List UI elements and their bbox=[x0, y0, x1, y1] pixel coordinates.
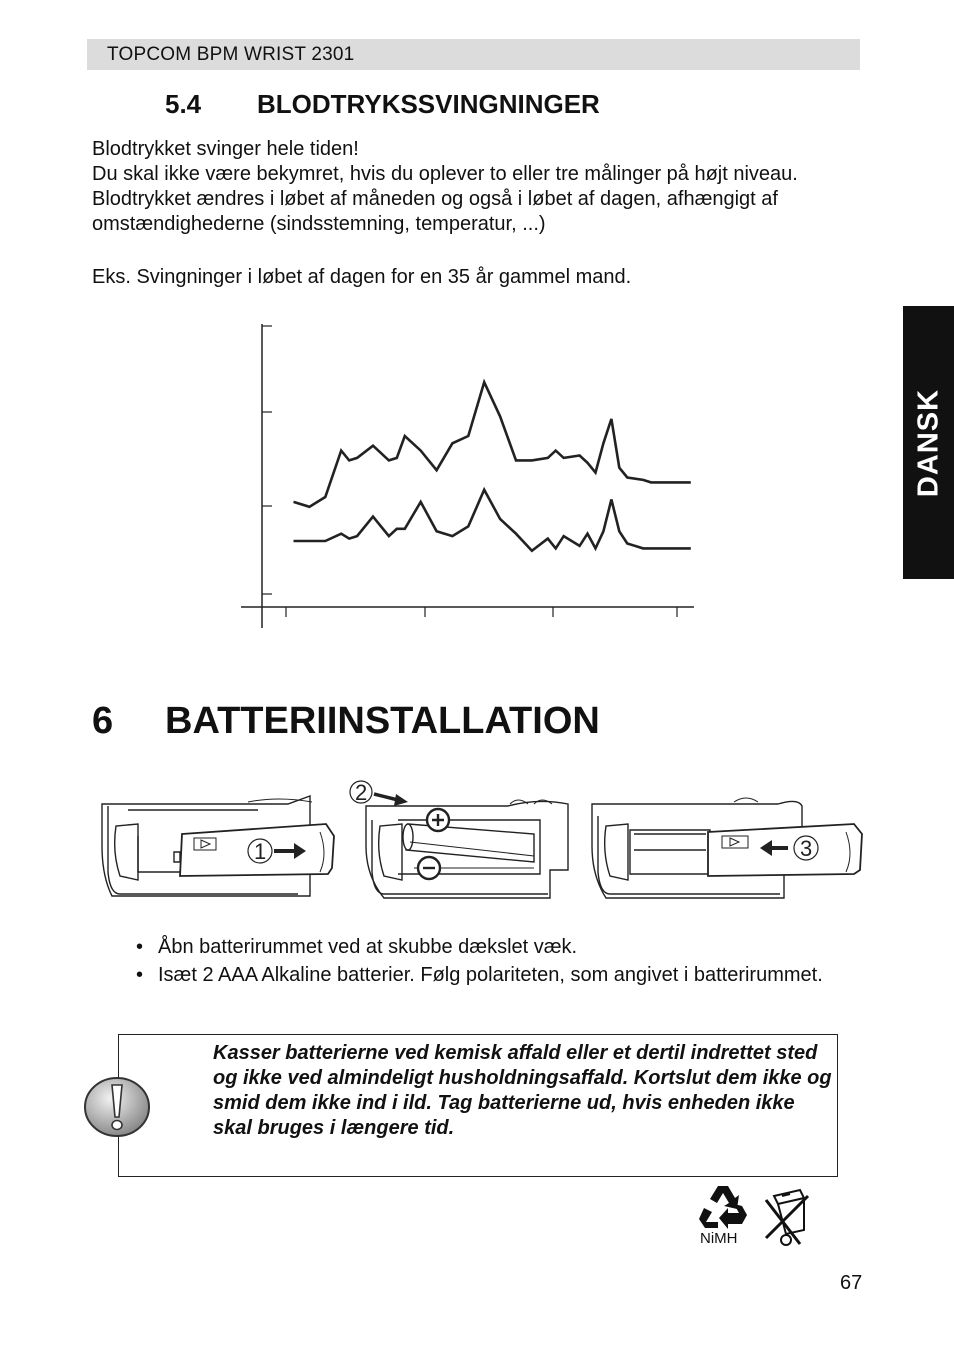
header-bar bbox=[87, 39, 860, 70]
fluctuation-chart bbox=[236, 318, 706, 635]
intro-line-1: Blodtrykket svinger hele tiden! bbox=[92, 138, 359, 160]
figure-close-cover bbox=[592, 798, 862, 898]
warning-box bbox=[118, 1034, 838, 1177]
recycle-icon bbox=[698, 1184, 748, 1235]
warning-text: Kasser batterierne ved kemisk affald eller et dertil indrettet sted og ikke ved almindeligt husholdningsaffald. Kortslut dem ikke og smid dem ikke ind i ild. Tag batterierne ud, hvis enheden ikke skal bruges i længere tid. bbox=[213, 1042, 832, 1139]
section-heading bbox=[165, 89, 600, 120]
instruction-list bbox=[136, 934, 836, 990]
series-line-1 bbox=[294, 382, 691, 507]
chapter-title: BATTERIINSTALLATION bbox=[165, 700, 600, 742]
list-item: • Åbn batterirummet ved at skubbe dækslet væk. bbox=[136, 936, 578, 958]
crossed-bin-icon bbox=[760, 1186, 812, 1255]
battery-figures bbox=[98, 776, 868, 907]
chapter-number: 6 bbox=[92, 700, 114, 742]
step-2-number: 2 bbox=[355, 780, 368, 805]
language-tab-label: DANSK bbox=[912, 388, 944, 497]
language-tab bbox=[903, 306, 954, 579]
section-title: BLODTRYKSSVINGNINGER bbox=[257, 89, 600, 119]
intro-line-2: Du skal ikke være bekymret, hvis du oplever to eller tre målinger på højt niveau. bbox=[92, 163, 798, 185]
example-text: Eks. Svingninger i løbet af dagen for en 35 år gammel mand. bbox=[92, 266, 632, 288]
chart-svg bbox=[236, 318, 706, 630]
bullet-text-2: Isæt 2 AAA Alkaline batterier. Følg polariteten, som angivet i batterirummet. bbox=[158, 964, 823, 986]
intro-paragraph bbox=[92, 137, 867, 237]
intro-line-3: Blodtrykket ændres i løbet af måneden og også i løbet af dagen, afhængigt af omstændighederne (sindsstemning, temperatur, ...) bbox=[92, 188, 778, 235]
page-number: 67 bbox=[840, 1272, 863, 1294]
figure-open-cover bbox=[102, 796, 334, 896]
exclamation-icon bbox=[82, 1075, 152, 1144]
battery-figures-svg bbox=[98, 776, 868, 902]
chapter-heading bbox=[92, 700, 600, 743]
step-3-number: 3 bbox=[800, 836, 813, 861]
section-number: 5.4 bbox=[165, 89, 202, 119]
bullet-text-1: Åbn batterirummet ved at skubbe dækslet væk. bbox=[158, 936, 578, 958]
step-1-number: 1 bbox=[254, 839, 267, 864]
figure-insert-batteries bbox=[350, 781, 568, 898]
list-item: • Isæt 2 AAA Alkaline batterier. Følg polariteten, som angivet i batterirummet. bbox=[136, 964, 823, 986]
example-paragraph bbox=[92, 265, 867, 290]
nimh-label: NiMH bbox=[700, 1230, 738, 1247]
header-title: TOPCOM BPM WRIST 2301 bbox=[107, 44, 355, 65]
chart-series bbox=[294, 382, 691, 551]
series-line-2 bbox=[294, 490, 691, 551]
